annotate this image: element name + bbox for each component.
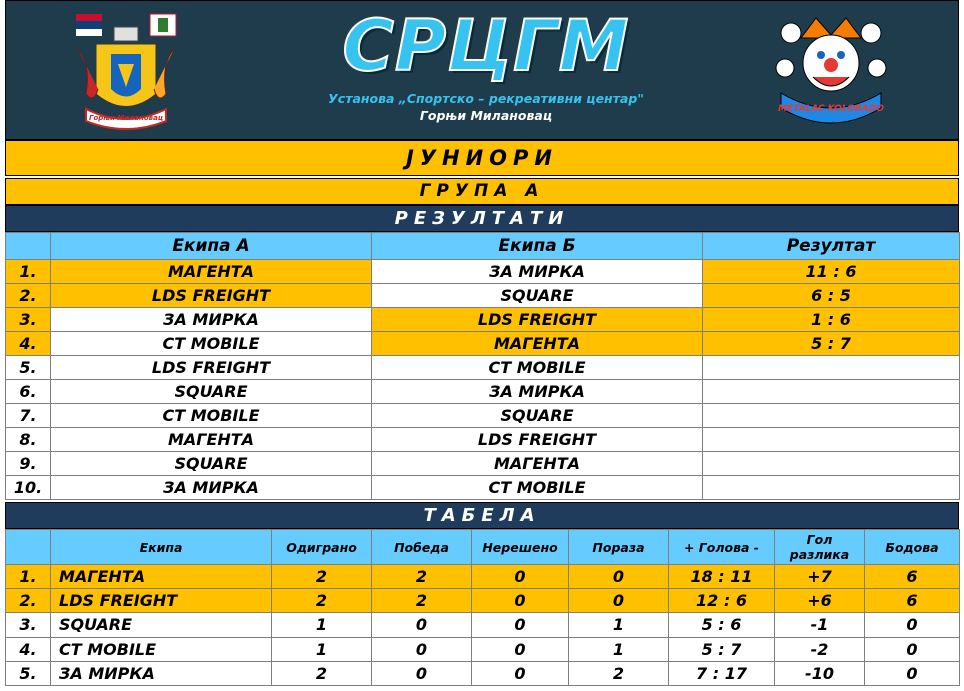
results-row-number: 7. xyxy=(6,404,51,428)
standings-row-won: 2 xyxy=(372,565,472,589)
results-row-team-a: ЗА МИРКА xyxy=(51,476,372,500)
standings-header-played: Одиграно xyxy=(272,530,372,565)
standings-bar xyxy=(5,502,959,529)
standings-header-row xyxy=(6,530,960,565)
standings-header-lost: Пораза xyxy=(569,530,669,565)
standings-row-won: 2 xyxy=(372,589,472,613)
results-row-team-b: LDS FREIGHT xyxy=(372,308,703,332)
standings-row-goals: 7 : 17 xyxy=(669,661,775,685)
standings-row-diff: -10 xyxy=(775,661,865,685)
header-banner xyxy=(5,0,959,140)
standings-row-points: 0 xyxy=(865,637,960,661)
standings-row-draw: 0 xyxy=(472,589,569,613)
results-row-score xyxy=(703,356,960,380)
results-row-score xyxy=(703,380,960,404)
standings-row-draw: 0 xyxy=(472,637,569,661)
results-row-team-b: SQUARE xyxy=(372,404,703,428)
standings-table xyxy=(5,529,960,686)
category-bar xyxy=(5,140,959,176)
results-row xyxy=(6,380,960,404)
results-row-score: 6 : 5 xyxy=(703,284,960,308)
results-table xyxy=(5,232,960,500)
standings-header-points: Бодова xyxy=(865,530,960,565)
results-row-number: 4. xyxy=(6,332,51,356)
standings-header-team: Екипа xyxy=(51,530,272,565)
results-row-number: 1. xyxy=(6,260,51,284)
results-row-team-b: ЗА МИРКА xyxy=(372,260,703,284)
results-row-number: 9. xyxy=(6,452,51,476)
results-row xyxy=(6,356,960,380)
standings-row-diff: -1 xyxy=(775,613,865,637)
coat-of-arms-logo xyxy=(66,9,186,134)
results-header-no xyxy=(6,233,51,260)
category-title: ЈУНИОРИ xyxy=(406,146,558,170)
standings-header-won: Победа xyxy=(372,530,472,565)
standings-row-diff: +6 xyxy=(775,589,865,613)
left-logo-caption: Горњи Милановац xyxy=(88,114,164,122)
results-row-team-b: CT MOBILE xyxy=(372,476,703,500)
results-row-team-a: МАГЕНТА xyxy=(51,260,372,284)
results-header-team-b: Екипа Б xyxy=(372,233,703,260)
standings-row-played: 2 xyxy=(272,565,372,589)
results-bar xyxy=(5,205,959,232)
standings-row-number: 5. xyxy=(6,661,51,685)
results-title: РЕЗУЛТАТИ xyxy=(394,208,570,229)
standings-row-played: 2 xyxy=(272,661,372,685)
standings-row-won: 0 xyxy=(372,637,472,661)
standings-row-lost: 1 xyxy=(569,637,669,661)
standings-row-team: МАГЕНТА xyxy=(51,565,272,589)
results-row xyxy=(6,332,960,356)
results-header-team-a: Екипа А xyxy=(51,233,372,260)
results-row xyxy=(6,260,960,284)
results-row-team-a: SQUARE xyxy=(51,452,372,476)
results-row-team-a: SQUARE xyxy=(51,380,372,404)
standings-row-points: 6 xyxy=(865,565,960,589)
standings-title: ТАБЕЛА xyxy=(423,505,541,526)
standings-header-draw: Нерешено xyxy=(472,530,569,565)
standings-row-points: 6 xyxy=(865,589,960,613)
clown-club-logo xyxy=(771,13,891,131)
standings-row-draw: 0 xyxy=(472,661,569,685)
group-title: ГРУПА А xyxy=(419,181,545,201)
standings-row-number: 4. xyxy=(6,637,51,661)
results-row-team-b: SQUARE xyxy=(372,284,703,308)
results-row-team-a: ЗА МИРКА xyxy=(51,308,372,332)
results-row-team-b: LDS FREIGHT xyxy=(372,428,703,452)
results-row-team-b: CT MOBILE xyxy=(372,356,703,380)
standings-row-lost: 1 xyxy=(569,613,669,637)
standings-row xyxy=(6,565,960,589)
standings-row-team: ЗА МИРКА xyxy=(51,661,272,685)
right-logo-caption: METALAC KOLORADO xyxy=(778,104,884,114)
standings-row-won: 0 xyxy=(372,613,472,637)
results-row-team-b: ЗА МИРКА xyxy=(372,380,703,404)
results-row-number: 3. xyxy=(6,308,51,332)
standings-row-draw: 0 xyxy=(472,565,569,589)
standings-row-goals: 5 : 6 xyxy=(669,613,775,637)
group-bar xyxy=(5,178,959,205)
standings-row xyxy=(6,661,960,685)
standings-row-team: LDS FREIGHT xyxy=(51,589,272,613)
standings-row-goals: 18 : 11 xyxy=(669,565,775,589)
standings-header-goals: + Голова - xyxy=(669,530,775,565)
standings-row-goals: 12 : 6 xyxy=(669,589,775,613)
standings-row-number: 3. xyxy=(6,613,51,637)
brand-block xyxy=(306,1,666,141)
standings-row xyxy=(6,613,960,637)
standings-row-lost: 0 xyxy=(569,589,669,613)
results-row-team-b: МАГЕНТА xyxy=(372,452,703,476)
results-row xyxy=(6,404,960,428)
results-row xyxy=(6,284,960,308)
results-row-score xyxy=(703,404,960,428)
standings-row-goals: 5 : 7 xyxy=(669,637,775,661)
standings-header-no xyxy=(6,530,51,565)
standings-row xyxy=(6,637,960,661)
standings-row-points: 0 xyxy=(865,661,960,685)
standings-row-lost: 0 xyxy=(569,565,669,589)
standings-row-draw: 0 xyxy=(472,613,569,637)
results-row-team-a: CT MOBILE xyxy=(51,404,372,428)
results-row-score xyxy=(703,452,960,476)
brand-location: Горњи Милановац xyxy=(419,108,553,123)
results-row xyxy=(6,476,960,500)
standings-row-diff: +7 xyxy=(775,565,865,589)
results-header-score: Резултат xyxy=(703,233,960,260)
results-row xyxy=(6,428,960,452)
results-row-score: 5 : 7 xyxy=(703,332,960,356)
results-row-number: 8. xyxy=(6,428,51,452)
results-row-team-a: МАГЕНТА xyxy=(51,428,372,452)
standings-row-team: CT MOBILE xyxy=(51,637,272,661)
results-row xyxy=(6,308,960,332)
results-row-number: 10. xyxy=(6,476,51,500)
standings-row-played: 1 xyxy=(272,613,372,637)
results-row-score xyxy=(703,476,960,500)
standings-row xyxy=(6,589,960,613)
standings-row-lost: 2 xyxy=(569,661,669,685)
results-row-score xyxy=(703,428,960,452)
standings-row-played: 2 xyxy=(272,589,372,613)
standings-header-diff: Гол разлика xyxy=(775,530,865,565)
standings-row-number: 2. xyxy=(6,589,51,613)
results-row-number: 6. xyxy=(6,380,51,404)
results-row-number: 2. xyxy=(6,284,51,308)
brand-subtitle: Установа „Спортско – рекреативни центар" xyxy=(328,91,644,106)
results-row-number: 5. xyxy=(6,356,51,380)
standings-row-played: 1 xyxy=(272,637,372,661)
results-row-score: 1 : 6 xyxy=(703,308,960,332)
standings-row-number: 1. xyxy=(6,565,51,589)
results-row-score: 11 : 6 xyxy=(703,260,960,284)
results-row-team-b: МАГЕНТА xyxy=(372,332,703,356)
results-row-team-a: LDS FREIGHT xyxy=(51,356,372,380)
results-row xyxy=(6,452,960,476)
results-header-row xyxy=(6,233,960,260)
standings-row-diff: -2 xyxy=(775,637,865,661)
results-row-team-a: LDS FREIGHT xyxy=(51,284,372,308)
brand-title: СРЦГМ xyxy=(342,5,630,87)
standings-row-won: 0 xyxy=(372,661,472,685)
standings-row-team: SQUARE xyxy=(51,613,272,637)
results-row-team-a: CT MOBILE xyxy=(51,332,372,356)
standings-row-points: 0 xyxy=(865,613,960,637)
